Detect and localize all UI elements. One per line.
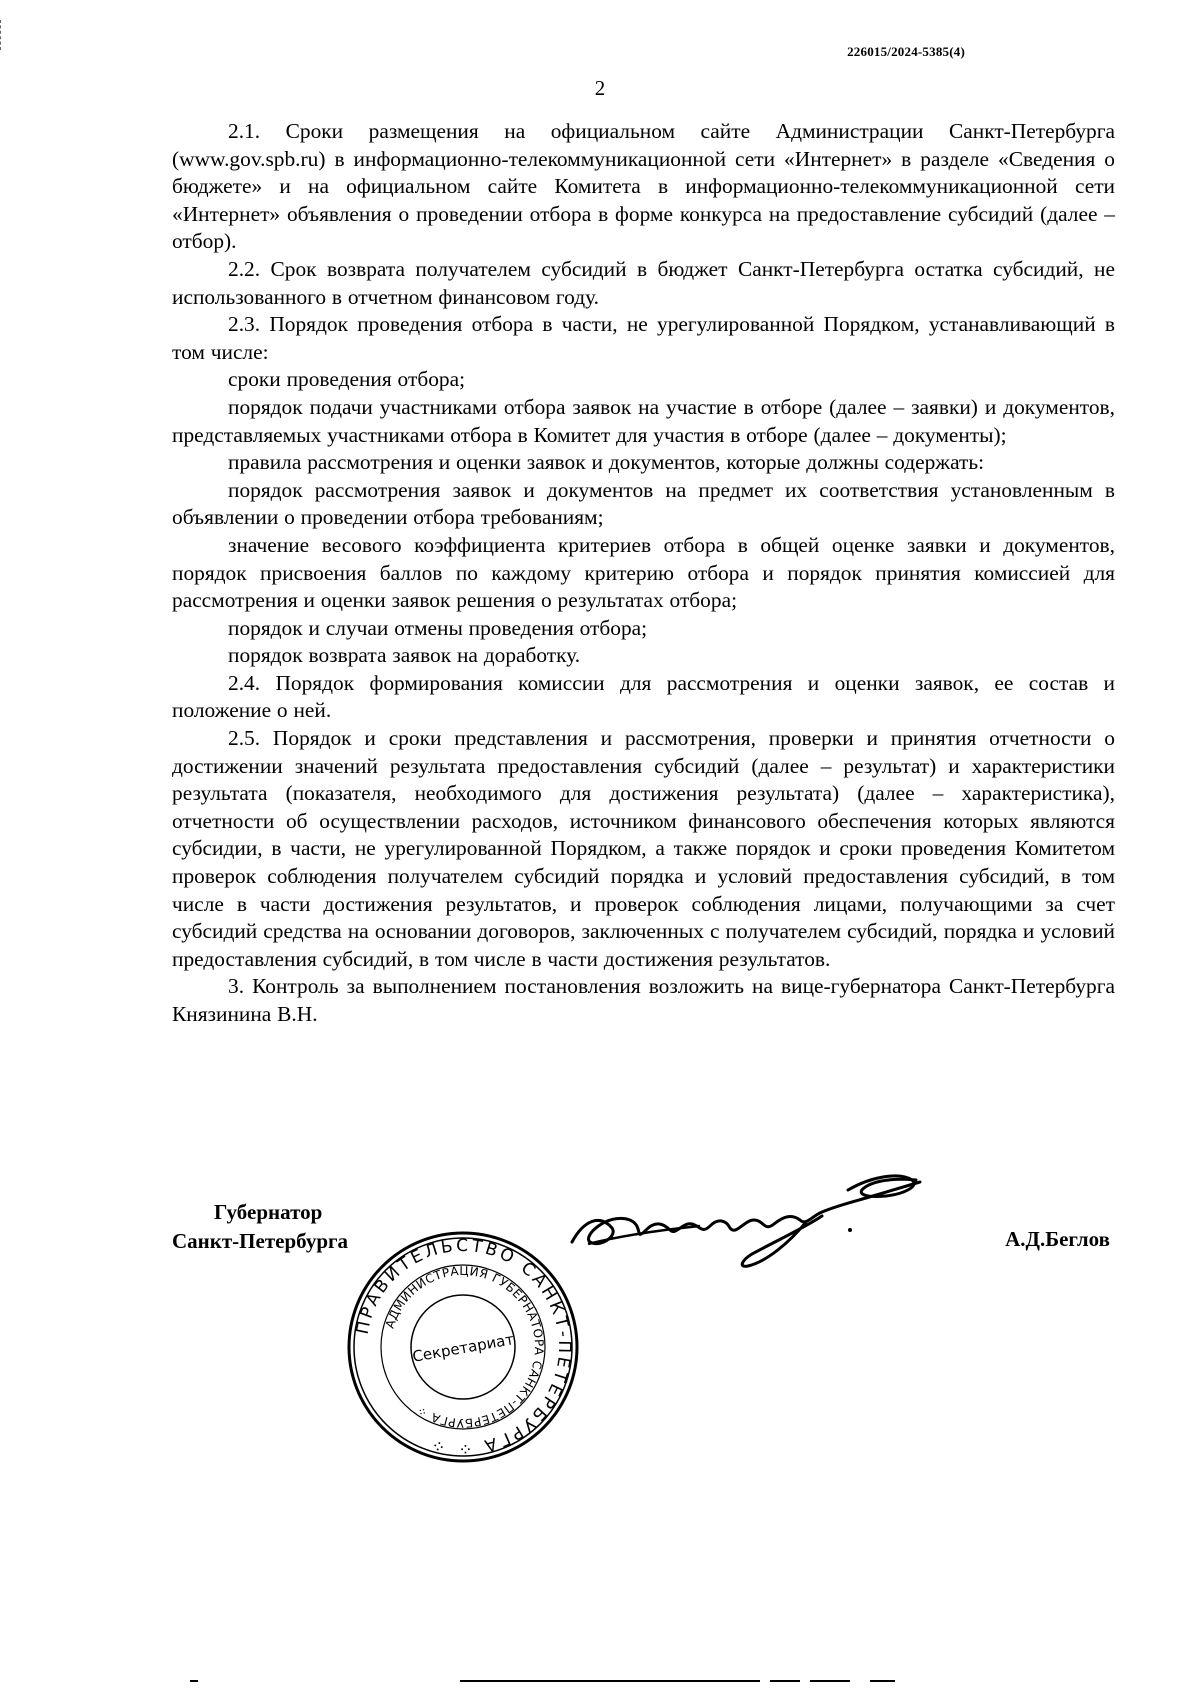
svg-text:ПРАВИТЕЛЬСТВО САНКТ-ПЕТЕРБУРГА: ПРАВИТЕЛЬСТВО САНКТ-ПЕТЕРБУРГА ⁘ ⁘ xyxy=(352,1235,575,1459)
paragraph-list-item: значение весового коэффициента критериев отбора в общей оценке заявки и документов, порядок присвоения баллов по каждому критерию отбора и порядок принятия комиссией для рассмотрения и оценки заявок решения о результатах отбора; xyxy=(172,532,1115,613)
scan-edge-mark xyxy=(0,20,5,50)
paragraph-2-3: 2.3. Порядок проведения отбора в части, не урегулированной Порядком, устанавливающий в том числе: xyxy=(172,312,1115,364)
svg-text:Секретариат: Секретариат xyxy=(411,1330,516,1366)
signer-title xyxy=(172,1198,348,1256)
document-body xyxy=(172,118,1115,1029)
signer-title-line2: Санкт-Петербурга xyxy=(172,1229,349,1253)
paragraph-2-2: 2.2. Срок возврата получателем субсидий в бюджет Санкт-Петербурга остатка субсидий, не использованного в отчетном финансовом году. xyxy=(172,256,1115,309)
handwritten-signature xyxy=(560,1150,940,1270)
paragraph-list-item: правила рассмотрения и оценки заявок и документов, которые должны содержать: xyxy=(228,450,985,475)
signer-name: А.Д.Беглов xyxy=(1005,1227,1110,1251)
document-registration-number: 226015/2024-5385(4) xyxy=(847,44,965,59)
paragraph-2-5: 2.5. Порядок и сроки представления и рассмотрения, проверки и принятия отчетности о достижении значений результата предоставления субсидий (далее – результат) и характеристики результата (показателя, необходимого для достижения результата) (далее – характеристика), отчетности об осуществлении расходов, источником финансового обеспечения которых являются субсидии, в части, не урегулированной Порядком, а также порядок и сроки проведения Комитетом проверок соблюдения получателем субсидий порядка и условий предоставления субсидий, в том числе в части достижения результатов, и проверок соблюдения лицами, получающими за счет субсидий средства на основании договоров, заключенных с получателем субсидий, порядка и условий предоставления субсидий, в том числе в части достижения результатов. xyxy=(172,726,1115,971)
scan-bottom-marks xyxy=(0,1680,1200,1684)
paragraph-list-item: порядок возврата заявок на доработку. xyxy=(228,643,581,668)
signer-title-line1: Губернатор xyxy=(214,1200,323,1224)
paragraph-list-item: порядок рассмотрения заявок и документов на предмет их соответствия установленным в объявлении о проведении отбора требованиям; xyxy=(172,477,1115,530)
page-number: 2 xyxy=(594,76,606,100)
svg-text:АДМИНИСТРАЦИЯ ГУБЕРНАТОРА САНК: АДМИНИСТРАЦИЯ ГУБЕРНАТОРА САНКТ-ПЕТЕРБУРГА ⁘ xyxy=(382,1263,547,1431)
paragraph-2-4: 2.4. Порядок формирования комиссии для рассмотрения и оценки заявок, ее состав и положение о ней. xyxy=(172,670,1115,723)
paragraph-list-item: порядок подачи участниками отбора заявок на участие в отборе (далее – заявки) и документов, представляемых участниками отбора в Комитет для участия в отборе (далее – документы); xyxy=(172,394,1115,447)
official-seal xyxy=(346,1230,580,1464)
paragraph-list-item: порядок и случаи отмены проведения отбора; xyxy=(228,615,648,640)
paragraph-list-item: сроки проведения отбора; xyxy=(228,367,466,392)
paragraph-3: 3. Контроль за выполнением постановления возложить на вице-губернатора Санкт-Петербурга Князинина В.Н. xyxy=(172,974,1115,1026)
paragraph-2-1: 2.1. Сроки размещения на официальном сайте Администрации Санкт-Петербурга (www.gov.spb.ru) в информационно-телекоммуникационной сети «Интернет» в разделе «Сведения о бюджете» и на официальном сайте Комитета в информационно-телекоммуникационной сети «Интернет» объявления о проведении отбора в форме конкурса на предоставление субсидий (далее – отбор). xyxy=(172,119,1115,254)
